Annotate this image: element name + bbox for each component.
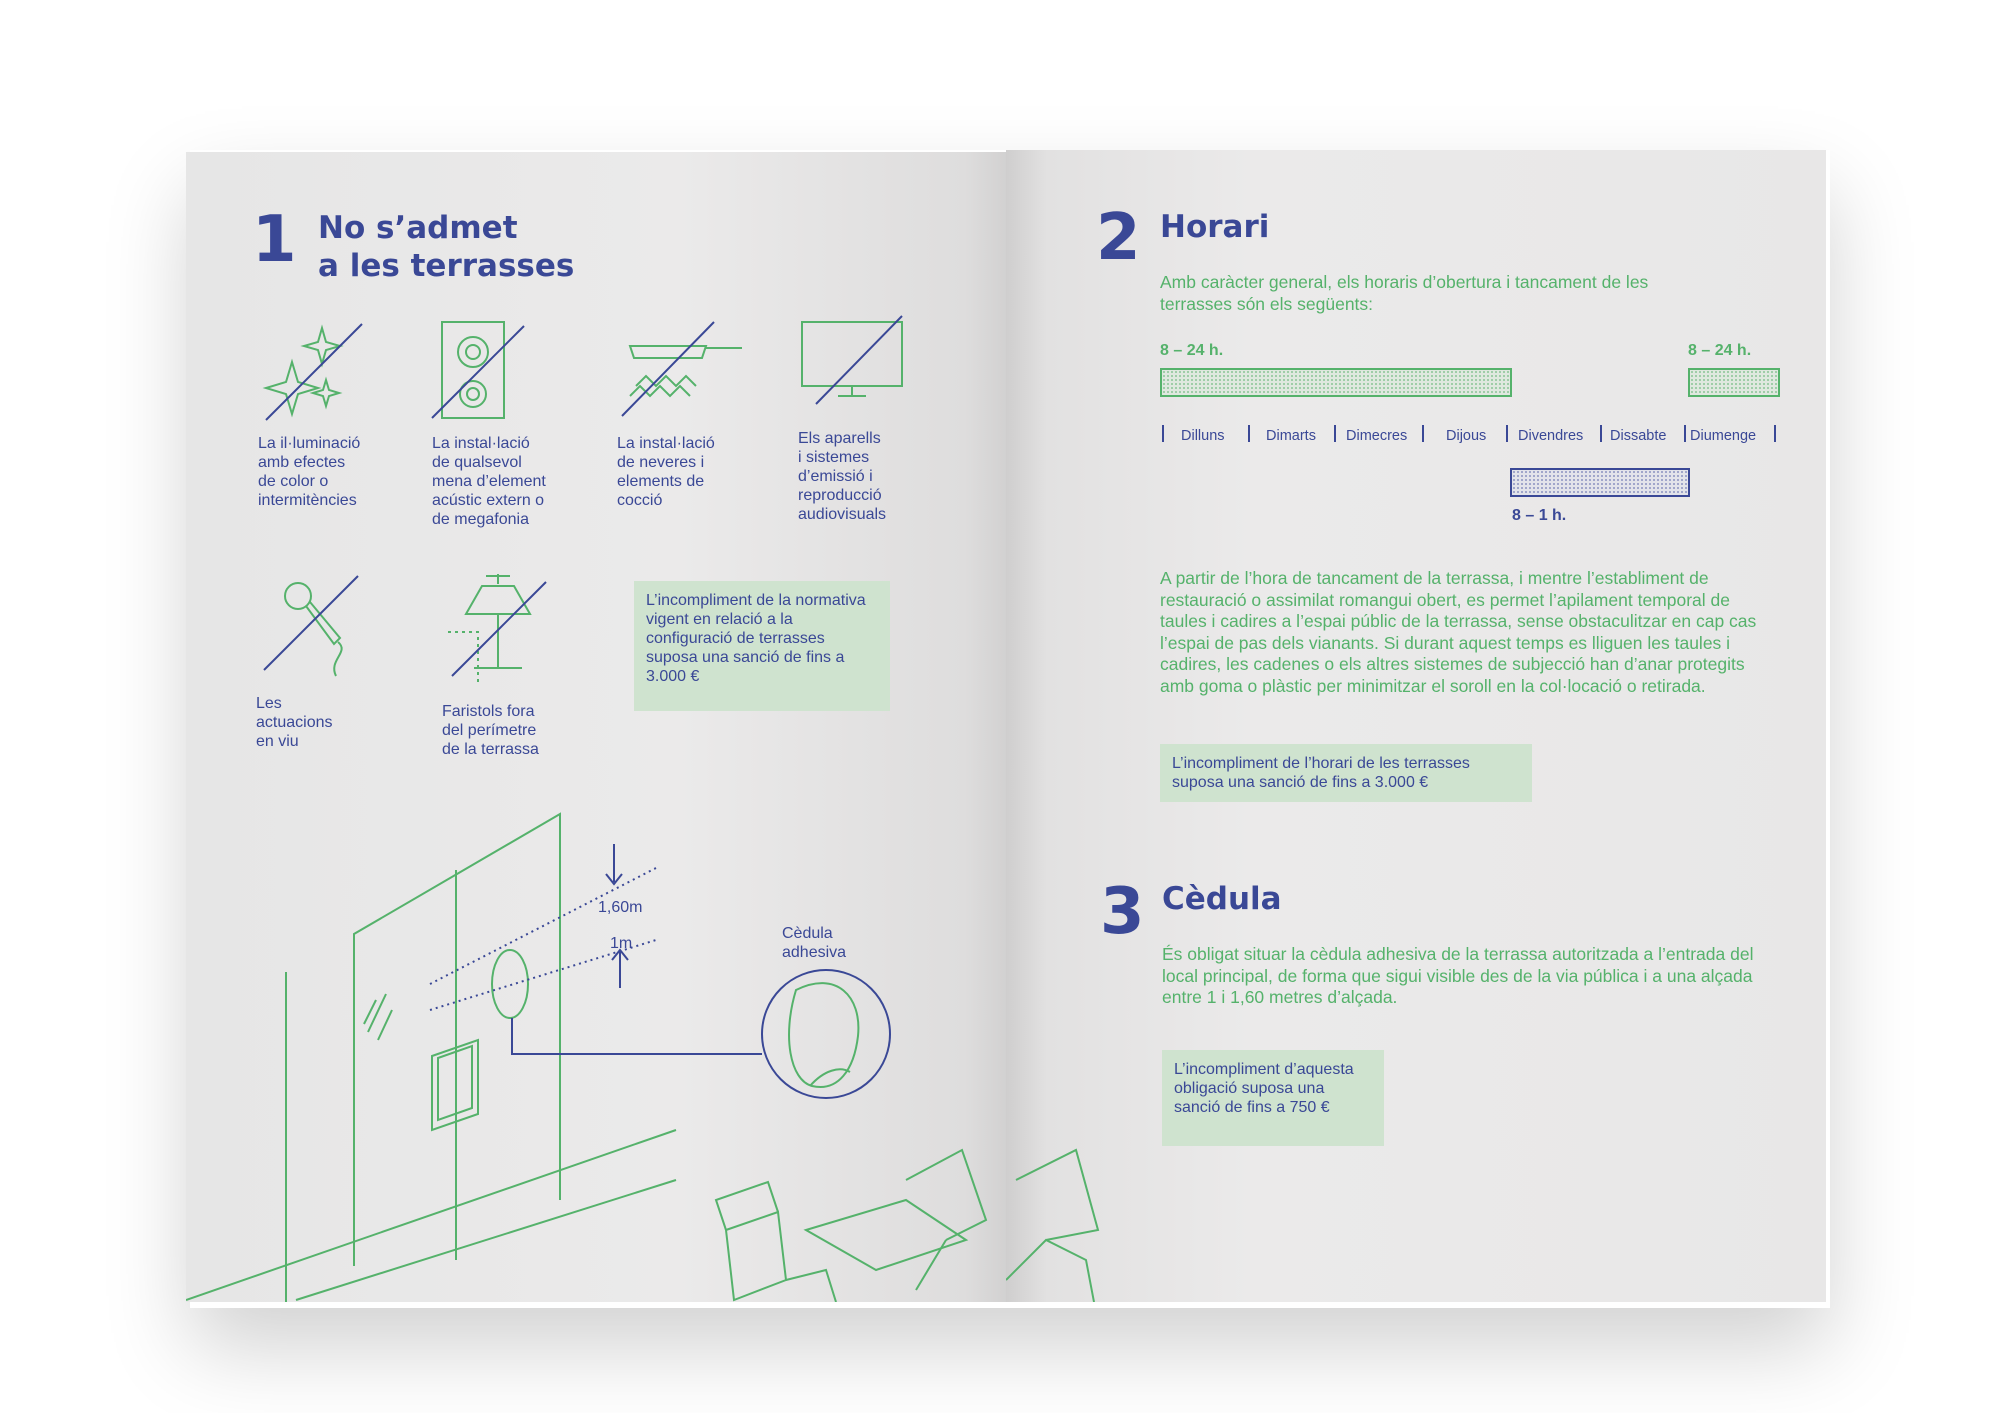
day-dimecres: Dimecres: [1346, 428, 1408, 444]
section-number-3: 3: [1100, 875, 1145, 949]
day-dijous: Dijous: [1446, 428, 1487, 444]
item-caption-5: Les actuacions en viu: [256, 695, 333, 750]
cedula-body: És obligat situar la cèdula adhesiva de la terrassa autoritzada a l’entrada del local principal, de forma que sigui visible des de la via pública i a una alçada entre 1 i 1,60 metres d’alçada.: [1162, 944, 1754, 1007]
weekday-hours-label: 8 – 24 h.: [1160, 342, 1224, 359]
title-line-1: No s’admet: [318, 210, 518, 246]
sanction-note-schedule: L’incompliment de l’horari de les terrasses suposa una sanció de fins a 3.000 €: [1160, 744, 1532, 802]
section-number-2: 2: [1096, 201, 1141, 275]
height-label-low: 1m: [610, 935, 633, 952]
day-tick: [1422, 425, 1424, 442]
day-tick: [1334, 425, 1336, 442]
sunday-hours-bar: [1688, 368, 1780, 397]
schedule-body: A partir de l’hora de tancament de la terrassa, i mentre l’establiment de restauració o assimilat romangui obert, es permet l’apilament temporal de taules i cadires a l’espai públic de la terrassa, sense obstaculitzar en cap cas l’espai de pas dels vianants. Si durant aquest temps es lliguen les taules i cadires, les cadenes o els altres sistemes de subjecció han d’anar protegits amb goma o plàstic per minimitzar el soroll en la col·locació o retirada.: [1160, 568, 1757, 696]
weekday-hours-bar: [1160, 368, 1512, 397]
day-tick: [1684, 425, 1686, 442]
day-tick: [1600, 425, 1602, 442]
sticker-label: Cèdula adhesiva: [782, 925, 847, 961]
sunday-hours-label: 8 – 24 h.: [1688, 342, 1752, 359]
storefront-illustration: [186, 800, 1006, 1302]
day-dimarts: Dimarts: [1266, 428, 1316, 444]
microphone-icon: [258, 572, 368, 684]
sanction-note-cedula: L’incompliment d’aquesta obligació suposa una sanció de fins a 750 €: [1162, 1050, 1384, 1146]
item-caption-2: La instal·lació de qualsevol mena d’element acústic extern o de megafonia: [432, 435, 546, 528]
grill-icon: [618, 316, 748, 422]
day-diumenge: Diumenge: [1690, 428, 1757, 444]
item-caption-3: La instal·lació de neveres i elements de cocció: [617, 435, 715, 509]
day-dissabte: Dissabte: [1610, 428, 1667, 444]
weekend-hours-label: 8 – 1 h.: [1512, 507, 1567, 524]
day-tick: [1162, 425, 1164, 442]
screen-icon: [798, 312, 910, 418]
section-number-1: 1: [252, 203, 297, 277]
lamp-icon: [442, 572, 554, 684]
sanction-note-config: L’incompliment de la normativa vigent en relació a la configuració de terrasses suposa una sanció de fins a 3.000 €: [634, 581, 890, 711]
section-title-3: Cèdula: [1162, 881, 1282, 917]
day-dilluns: Dilluns: [1181, 428, 1225, 444]
item-caption-6: Faristols fora del perímetre de la terrassa: [442, 703, 539, 758]
day-tick: [1506, 425, 1508, 442]
right-page: [1006, 150, 1826, 1302]
item-caption-4: Els aparells i sistemes d’emissió i reproducció audiovisuals: [798, 430, 887, 523]
section-title-1: [318, 209, 574, 285]
sparkle-icon: [252, 318, 372, 424]
schedule-intro: Amb caràcter general, els horaris d’obertura i tancament de les terrasses són els següents:: [1160, 272, 1649, 314]
day-tick: [1248, 425, 1250, 442]
day-divendres: Divendres: [1518, 428, 1584, 444]
speaker-icon: [428, 318, 528, 424]
section-title-2: Horari: [1160, 209, 1270, 245]
day-tick: [1774, 425, 1776, 442]
item-caption-1: La il·luminació amb efectes de color o intermitències: [258, 435, 361, 509]
chair-illustration: [1006, 1140, 1126, 1302]
title-line-2: a les terrasses: [318, 248, 575, 284]
height-label-high: 1,60m: [598, 899, 643, 916]
weekend-hours-bar: [1510, 468, 1690, 497]
